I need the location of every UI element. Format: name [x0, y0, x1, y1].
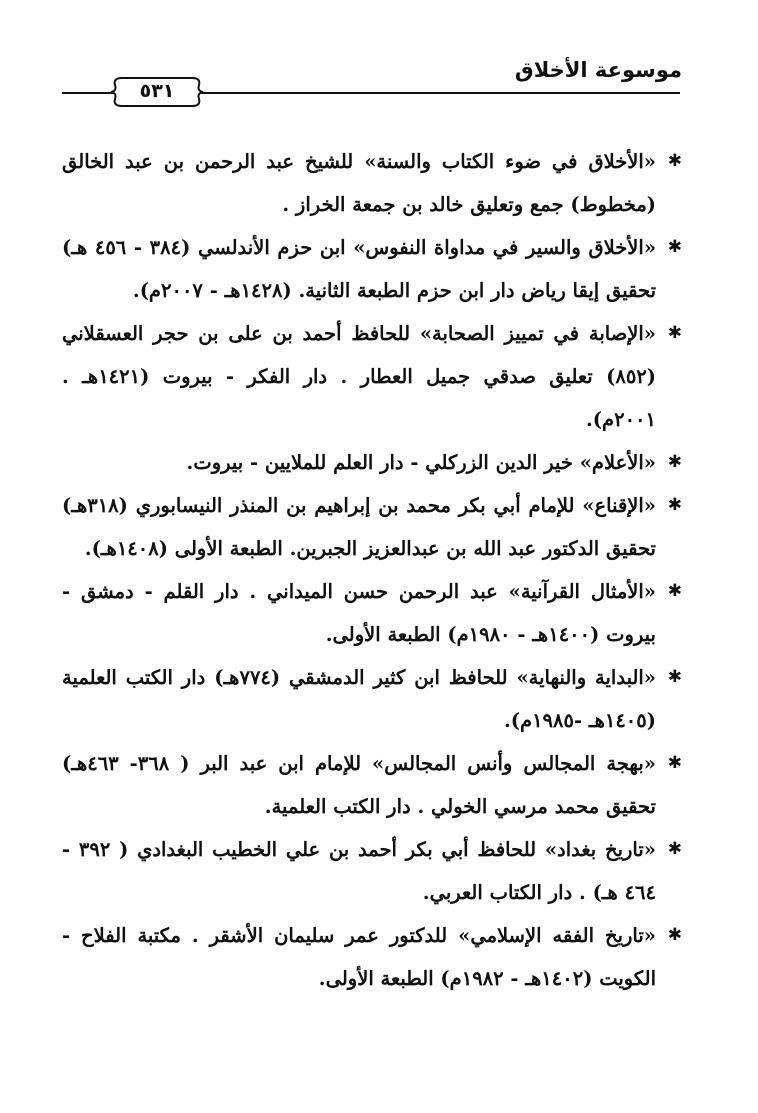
bibliography-entry: [62, 828, 682, 914]
entry-text: «الإصابة في تمييز الصحابة» للحافظ أحمد بن على بن حجر العسقلاني (٨٥٢) تعليق صدقي جميل العطار . دار الفكر - بيروت (١٤٢١هـ . ٢٠٠١م).: [62, 322, 657, 431]
entry-text: «الأخلاق والسير في مداواة النفوس» ابن حزم الأندلسي (٣٨٤ - ٤٥٦ هـ) تحقيق إيقا رياض دار ابن حزم الطبعة الثانية. (١٤٢٨هـ - ٢٠٠٧م).: [62, 236, 657, 302]
bibliography-list: [62, 140, 682, 1000]
bibliography-entry: [62, 914, 682, 1000]
header-rule-left: [62, 92, 114, 94]
bibliography-entry: [62, 570, 682, 656]
header-rule-right: [201, 92, 680, 94]
bibliography-entry: [62, 742, 682, 828]
asterisk-bullet-icon: ✱: [667, 839, 682, 859]
bibliography-entry: [62, 484, 682, 570]
bibliography-entry: [62, 656, 682, 742]
entry-text: «تاريخ بغداد» للحافظ أبي بكر أحمد بن علي الخطيب البغدادي ( ٣٩٢ - ٤٦٤ هـ) . دار الكتاب العربي.: [62, 838, 656, 904]
bibliography-entry: [62, 441, 682, 484]
entry-text: «الأمثال القرآنية» عبد الرحمن حسن الميداني . دار القلم - دمشق - بيروت (١٤٠٠هـ - ١٩٨٠م) الطبعة الأولى.: [62, 580, 656, 646]
page-number: ٥٣١: [139, 80, 175, 102]
running-header-title: موسوعة الأخلاق: [514, 58, 682, 82]
asterisk-bullet-icon: ✱: [667, 452, 682, 472]
entry-text: «الإقناع» للإمام أبي بكر محمد بن إبراهيم بن المنذر النيسابوري (٣١٨هـ) تحقيق الدكتور عبد الله بن عبدالعزيز الجبرين. الطبعة الأولى (١٤٠٨هـ).: [62, 494, 656, 560]
entry-text: «الأخلاق في ضوء الكتاب والسنة» للشيخ عبد الرحمن بن عبد الخالق (مخطوط) جمع وتعليق خالد بن جمعة الخراز .: [62, 150, 656, 216]
asterisk-bullet-icon: ✱: [667, 581, 682, 601]
asterisk-bullet-icon: ✱: [667, 151, 682, 171]
asterisk-bullet-icon: ✱: [667, 925, 682, 945]
asterisk-bullet-icon: ✱: [667, 667, 682, 687]
entry-text: «بهجة المجالس وأنس المجالس» للإمام ابن عبد البر ( ٣٦٨- ٤٦٣هـ) تحقيق محمد مرسي الخولي . دار الكتب العلمية.: [62, 752, 656, 818]
entry-text: «تاريخ الفقه الإسلامي» للدكتور عمر سليمان الأشقر . مكتبة الفلاح - الكويت (١٤٠٢هـ - ١٩٨٢م) الطبعة الأولى.: [62, 924, 656, 990]
asterisk-bullet-icon: ✱: [667, 753, 682, 773]
entry-text: «البداية والنهاية» للحافظ ابن كثير الدمشقي (٧٧٤هـ) دار الكتب العلمية (١٤٠٥هـ -١٩٨٥م).: [62, 666, 656, 732]
bibliography-entry: [62, 140, 682, 226]
asterisk-bullet-icon: ✱: [667, 323, 682, 343]
asterisk-bullet-icon: ✱: [667, 237, 682, 257]
entry-text: «الأعلام» خير الدين الزركلي - دار العلم للملايين - بيروت.: [186, 451, 656, 474]
asterisk-bullet-icon: ✱: [667, 495, 682, 515]
bibliography-entry: [62, 312, 682, 441]
bibliography-entry: [62, 226, 682, 312]
